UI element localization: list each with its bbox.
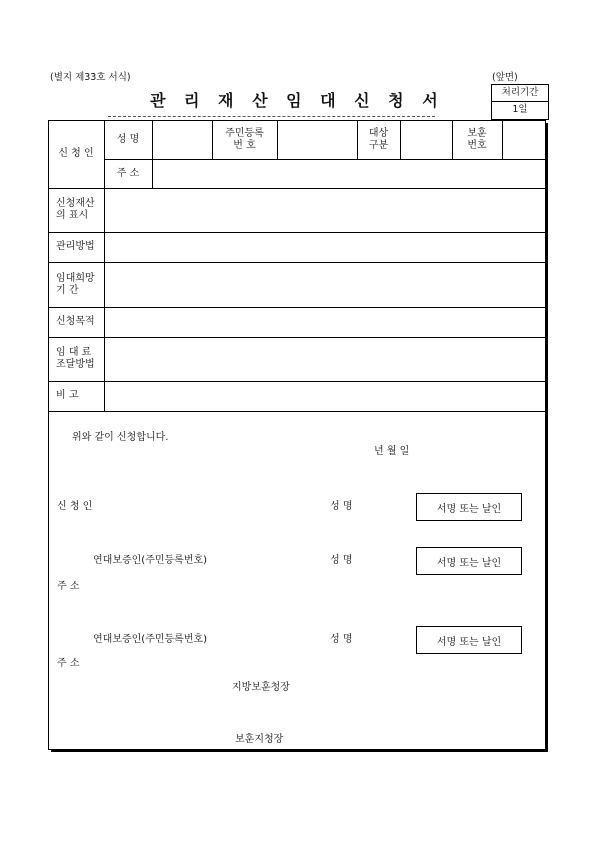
- veteran-number-label-line1: 보훈: [467, 127, 487, 139]
- row-divider: [48, 411, 546, 412]
- lease-period-label-line2: 기 간: [56, 284, 79, 296]
- rrn-label-line2: 번 호: [233, 139, 256, 151]
- property-label-line1: 신청재산: [56, 198, 95, 209]
- applicant-name-label: 성 명: [330, 501, 353, 512]
- applicant-group-label: 신 청 인: [58, 148, 94, 159]
- target-type-label-line1: 대상: [368, 127, 389, 139]
- form-number: (별지 제33호 서식): [50, 72, 131, 83]
- applicant-signature-label: 신 청 인: [57, 501, 93, 512]
- rrn-label: [212, 120, 277, 159]
- rent-funding-label-line1: 임 대 료: [56, 347, 92, 358]
- management-method-label: [56, 232, 104, 262]
- lease-period-label: [56, 262, 104, 307]
- veteran-number-field[interactable]: [502, 121, 546, 159]
- processing-period-value: 1일: [512, 104, 528, 115]
- declaration-statement: 위와 같이 신청합니다.: [72, 432, 169, 443]
- remarks-field[interactable]: [105, 382, 546, 411]
- guarantor-1-address-label: 주 소: [57, 581, 80, 592]
- guarantor-1-label: 연대보증인(주민등록번호): [93, 555, 208, 566]
- signature-hint: 서명 또는 날인: [436, 557, 502, 569]
- divider: [492, 101, 548, 102]
- guarantor-2-label: 연대보증인(주민등록번호): [93, 634, 208, 645]
- purpose-label: [56, 307, 104, 337]
- guarantor-2-address-label: 주 소: [57, 658, 80, 669]
- recipient-regional-office: 지방보훈청장: [232, 682, 290, 693]
- property-field[interactable]: [105, 189, 546, 232]
- guarantor-2-signature-box[interactable]: [416, 626, 522, 654]
- veteran-number-label-line2: 번호: [467, 139, 487, 151]
- signature-hint: 서명 또는 날인: [436, 636, 502, 648]
- target-type-label: [357, 120, 400, 159]
- rrn-field[interactable]: [277, 121, 357, 159]
- frame-shadow: [51, 750, 548, 752]
- target-type-field[interactable]: [400, 121, 452, 159]
- property-label: [56, 188, 104, 232]
- title-underline: [108, 116, 435, 117]
- declaration-date[interactable]: 년 월 일: [374, 446, 410, 457]
- guarantor-1-name-label: 성 명: [330, 555, 353, 566]
- form-title: 관 리 재 산 임 대 신 청 서: [150, 91, 445, 110]
- lease-period-label-line1: 임대희망: [56, 272, 95, 284]
- remarks-text: 비 고: [56, 390, 79, 401]
- rent-funding-field[interactable]: [105, 338, 546, 381]
- property-label-line2: 의 표시: [56, 210, 89, 221]
- guarantor-1-signature-box[interactable]: [416, 547, 522, 575]
- purpose-text: 신청목적: [56, 316, 95, 327]
- target-type-label-line2: 구분: [368, 139, 389, 151]
- rent-funding-label-line2: 조달방법: [56, 359, 95, 370]
- page-side-label: (앞면): [492, 72, 518, 83]
- name-label: 성 명: [116, 133, 140, 145]
- address-label: 주 소: [116, 167, 140, 179]
- applicant-signature-box[interactable]: [416, 493, 522, 521]
- remarks-label: [56, 381, 104, 411]
- signature-hint: 서명 또는 날인: [436, 503, 502, 515]
- name-field[interactable]: [152, 121, 212, 159]
- management-method-text: 관리방법: [56, 241, 95, 252]
- management-method-field[interactable]: [105, 233, 546, 262]
- address-field[interactable]: [152, 160, 546, 188]
- guarantor-2-name-label: 성 명: [330, 634, 353, 645]
- lease-period-field[interactable]: [105, 263, 546, 307]
- frame-shadow: [546, 123, 548, 752]
- rrn-label-line1: 주민등록: [225, 127, 264, 139]
- processing-period-box: [491, 84, 549, 120]
- purpose-field[interactable]: [105, 308, 546, 337]
- veteran-number-label: [452, 120, 502, 159]
- recipient-branch-office: 보훈지청장: [235, 734, 284, 745]
- rent-funding-label: [56, 337, 104, 381]
- processing-period-label: 처리기간: [501, 87, 539, 98]
